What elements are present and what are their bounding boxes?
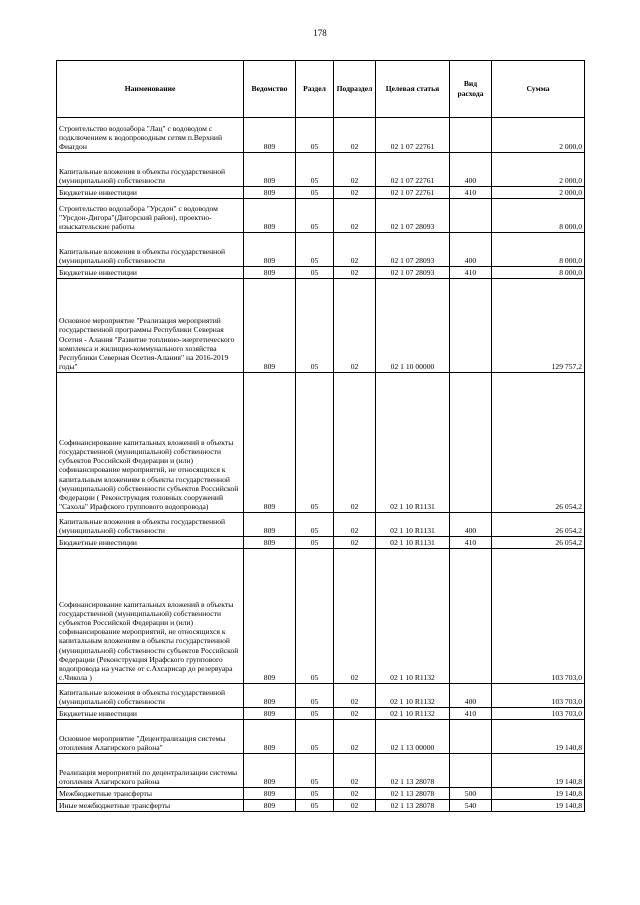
cell-amount: 26 054,2: [492, 537, 585, 549]
cell-target: 02 1 07 28093: [376, 233, 450, 267]
cell-target: 02 1 10 R1131: [376, 373, 450, 513]
cell-amount: 19 140,8: [492, 788, 585, 800]
cell-ministry: 809: [244, 118, 296, 153]
page-number: 178: [313, 28, 327, 38]
cell-ministry: 809: [244, 187, 296, 199]
cell-exp-type: [450, 199, 492, 233]
cell-subsection: 02: [334, 537, 376, 549]
cell-name: Иные межбюджетные трансферты: [57, 800, 244, 812]
header-target: Целевая статья: [376, 61, 450, 118]
cell-ministry: 809: [244, 199, 296, 233]
cell-target: 02 1 07 22761: [376, 187, 450, 199]
cell-section: 05: [296, 373, 334, 513]
table-row: [57, 513, 585, 537]
cell-exp-type: [450, 720, 492, 754]
cell-amount: 19 140,8: [492, 720, 585, 754]
table-row: [57, 720, 585, 754]
cell-name: Бюджетные инвестиции: [57, 537, 244, 549]
cell-target: 02 1 10 R1132: [376, 549, 450, 684]
cell-subsection: 02: [334, 549, 376, 684]
cell-exp-type: 410: [450, 537, 492, 549]
header-subsection: Подраздел: [334, 61, 376, 118]
cell-exp-type: 500: [450, 788, 492, 800]
cell-amount: 103 703,0: [492, 684, 585, 708]
cell-section: 05: [296, 800, 334, 812]
cell-amount: 2 000,0: [492, 187, 585, 199]
header-section: Раздел: [296, 61, 334, 118]
table-row: [57, 187, 585, 199]
cell-target: 02 1 10 R1132: [376, 684, 450, 708]
cell-subsection: 02: [334, 279, 376, 373]
cell-name: Строительство водозабора "Урсдон" с водоводом "Урсдон-Дигора"(Дигорский район), проектно-изыскательские работы: [57, 199, 244, 233]
cell-exp-type: 410: [450, 267, 492, 279]
cell-amount: 8 000,0: [492, 233, 585, 267]
table-row: [57, 279, 585, 373]
cell-target: 02 1 13 28078: [376, 754, 450, 788]
table-row: [57, 788, 585, 800]
cell-ministry: 809: [244, 788, 296, 800]
cell-exp-type: [450, 279, 492, 373]
cell-ministry: 809: [244, 708, 296, 720]
cell-exp-type: 410: [450, 708, 492, 720]
cell-section: 05: [296, 754, 334, 788]
cell-exp-type: 400: [450, 684, 492, 708]
cell-section: 05: [296, 279, 334, 373]
cell-name: Софинансирование капитальных вложений в объекты государственной (муниципальной) собственности субъектов Российской Федерации и (или) софинансирование мероприятий, не относящихся к капитальным вложениям в объекты государственной (муниципальной) собственности субъектов Российской Федерации ( Реконструкция головных сооружений "Сахола" Ирафского группового водопровода): [57, 373, 244, 513]
cell-target: 02 1 13 00000: [376, 720, 450, 754]
cell-name: Капитальные вложения в объекты государственной (муниципальной) собственности: [57, 684, 244, 708]
cell-subsection: 02: [334, 153, 376, 187]
table-row: [57, 754, 585, 788]
cell-amount: 129 757,2: [492, 279, 585, 373]
cell-ministry: 809: [244, 279, 296, 373]
cell-subsection: 02: [334, 373, 376, 513]
cell-ministry: 809: [244, 800, 296, 812]
cell-target: 02 1 10 R1131: [376, 513, 450, 537]
cell-name: Капитальные вложения в объекты государственной (муниципальной) собственности: [57, 233, 244, 267]
cell-amount: 2 000,0: [492, 153, 585, 187]
cell-target: 02 1 07 22761: [376, 118, 450, 153]
cell-subsection: 02: [334, 800, 376, 812]
cell-section: 05: [296, 549, 334, 684]
cell-section: 05: [296, 118, 334, 153]
cell-name: Капитальные вложения в объекты государственной (муниципальной) собственности: [57, 153, 244, 187]
cell-target: 02 1 07 22761: [376, 153, 450, 187]
cell-section: 05: [296, 199, 334, 233]
cell-target: 02 1 07 28093: [376, 267, 450, 279]
cell-section: 05: [296, 788, 334, 800]
header-exp-type: Вид расхода: [450, 61, 492, 118]
cell-ministry: 809: [244, 513, 296, 537]
cell-name: Строительство водозабора "Лац" с водоводом с подключением к водопроводным сетям п.Верхний Фиагдон: [57, 118, 244, 153]
cell-exp-type: [450, 118, 492, 153]
budget-table: [56, 60, 585, 812]
cell-subsection: 02: [334, 199, 376, 233]
cell-subsection: 02: [334, 720, 376, 754]
cell-ministry: 809: [244, 754, 296, 788]
table-row: [57, 684, 585, 708]
cell-ministry: 809: [244, 233, 296, 267]
cell-ministry: 809: [244, 684, 296, 708]
cell-section: 05: [296, 684, 334, 708]
cell-exp-type: [450, 754, 492, 788]
cell-exp-type: [450, 549, 492, 684]
table-row: [57, 373, 585, 513]
cell-ministry: 809: [244, 549, 296, 684]
cell-subsection: 02: [334, 233, 376, 267]
cell-target: 02 1 10 00000: [376, 279, 450, 373]
cell-amount: 103 703,0: [492, 708, 585, 720]
header-amount: Сумма: [492, 61, 585, 118]
cell-name: Бюджетные инвестиции: [57, 267, 244, 279]
cell-exp-type: 410: [450, 187, 492, 199]
table-row: [57, 118, 585, 153]
cell-amount: 8 000,0: [492, 199, 585, 233]
cell-subsection: 02: [334, 788, 376, 800]
cell-ministry: 809: [244, 373, 296, 513]
header-row: [57, 61, 585, 118]
cell-section: 05: [296, 187, 334, 199]
cell-target: 02 1 10 R1131: [376, 537, 450, 549]
cell-exp-type: 400: [450, 153, 492, 187]
cell-subsection: 02: [334, 267, 376, 279]
table-row: [57, 800, 585, 812]
cell-section: 05: [296, 153, 334, 187]
cell-amount: 2 000,0: [492, 118, 585, 153]
cell-subsection: 02: [334, 708, 376, 720]
cell-target: 02 1 13 28078: [376, 800, 450, 812]
cell-amount: 19 140,8: [492, 754, 585, 788]
cell-target: 02 1 13 28078: [376, 788, 450, 800]
cell-subsection: 02: [334, 187, 376, 199]
cell-name: Основное мероприятие "Децентрализация системы отопления Алагирского района": [57, 720, 244, 754]
cell-ministry: 809: [244, 267, 296, 279]
cell-target: 02 1 07 28093: [376, 199, 450, 233]
table-row: [57, 267, 585, 279]
cell-ministry: 809: [244, 537, 296, 549]
table-row: [57, 233, 585, 267]
cell-name: Реализация мероприятий по децентрализации системы отопления Алагирского района: [57, 754, 244, 788]
cell-target: 02 1 10 R1132: [376, 708, 450, 720]
cell-name: Основное мероприятие "Реализация мероприятий государственной программы Республики Северная Осетия - Алания "Развитие топливно-энергетического комплекса и жилищно-коммунального хозяйства Республики Северная Осетия-Алания" на 2016-2019 годы": [57, 279, 244, 373]
header-name: Наименование: [57, 61, 244, 118]
cell-name: Капитальные вложения в объекты государственной (муниципальной) собственности: [57, 513, 244, 537]
cell-subsection: 02: [334, 684, 376, 708]
cell-ministry: 809: [244, 720, 296, 754]
cell-subsection: 02: [334, 118, 376, 153]
cell-exp-type: 400: [450, 513, 492, 537]
table-row: [57, 537, 585, 549]
cell-section: 05: [296, 708, 334, 720]
cell-exp-type: 540: [450, 800, 492, 812]
cell-subsection: 02: [334, 754, 376, 788]
cell-exp-type: 400: [450, 233, 492, 267]
cell-section: 05: [296, 537, 334, 549]
table-row: [57, 199, 585, 233]
cell-amount: 103 703,0: [492, 549, 585, 684]
cell-section: 05: [296, 513, 334, 537]
header-ministry: Ведомство: [244, 61, 296, 118]
cell-amount: 26 054,2: [492, 373, 585, 513]
cell-section: 05: [296, 267, 334, 279]
cell-section: 05: [296, 233, 334, 267]
cell-subsection: 02: [334, 513, 376, 537]
cell-section: 05: [296, 720, 334, 754]
cell-name: Межбюджетные трансферты: [57, 788, 244, 800]
cell-name: Бюджетные инвестиции: [57, 187, 244, 199]
cell-amount: 26 054,2: [492, 513, 585, 537]
cell-amount: 8 000,0: [492, 267, 585, 279]
cell-name: Софинансирование капитальных вложений в объекты государственной (муниципальной) собственности субъектов Российской Федерации и (или) софинансирование мероприятий, не относящихся к капитальным вложениям в объекты государственной (муниципальной) собственности субъектов Российской Федерации (Реконструкция Ирафского группового водопровода на участке от с.Ахсарисар до резервуара с.Чикола ): [57, 549, 244, 684]
cell-ministry: 809: [244, 153, 296, 187]
table-row: [57, 153, 585, 187]
table-row: [57, 549, 585, 684]
cell-exp-type: [450, 373, 492, 513]
cell-name: Бюджетные инвестиции: [57, 708, 244, 720]
cell-amount: 19 140,8: [492, 800, 585, 812]
table-row: [57, 708, 585, 720]
